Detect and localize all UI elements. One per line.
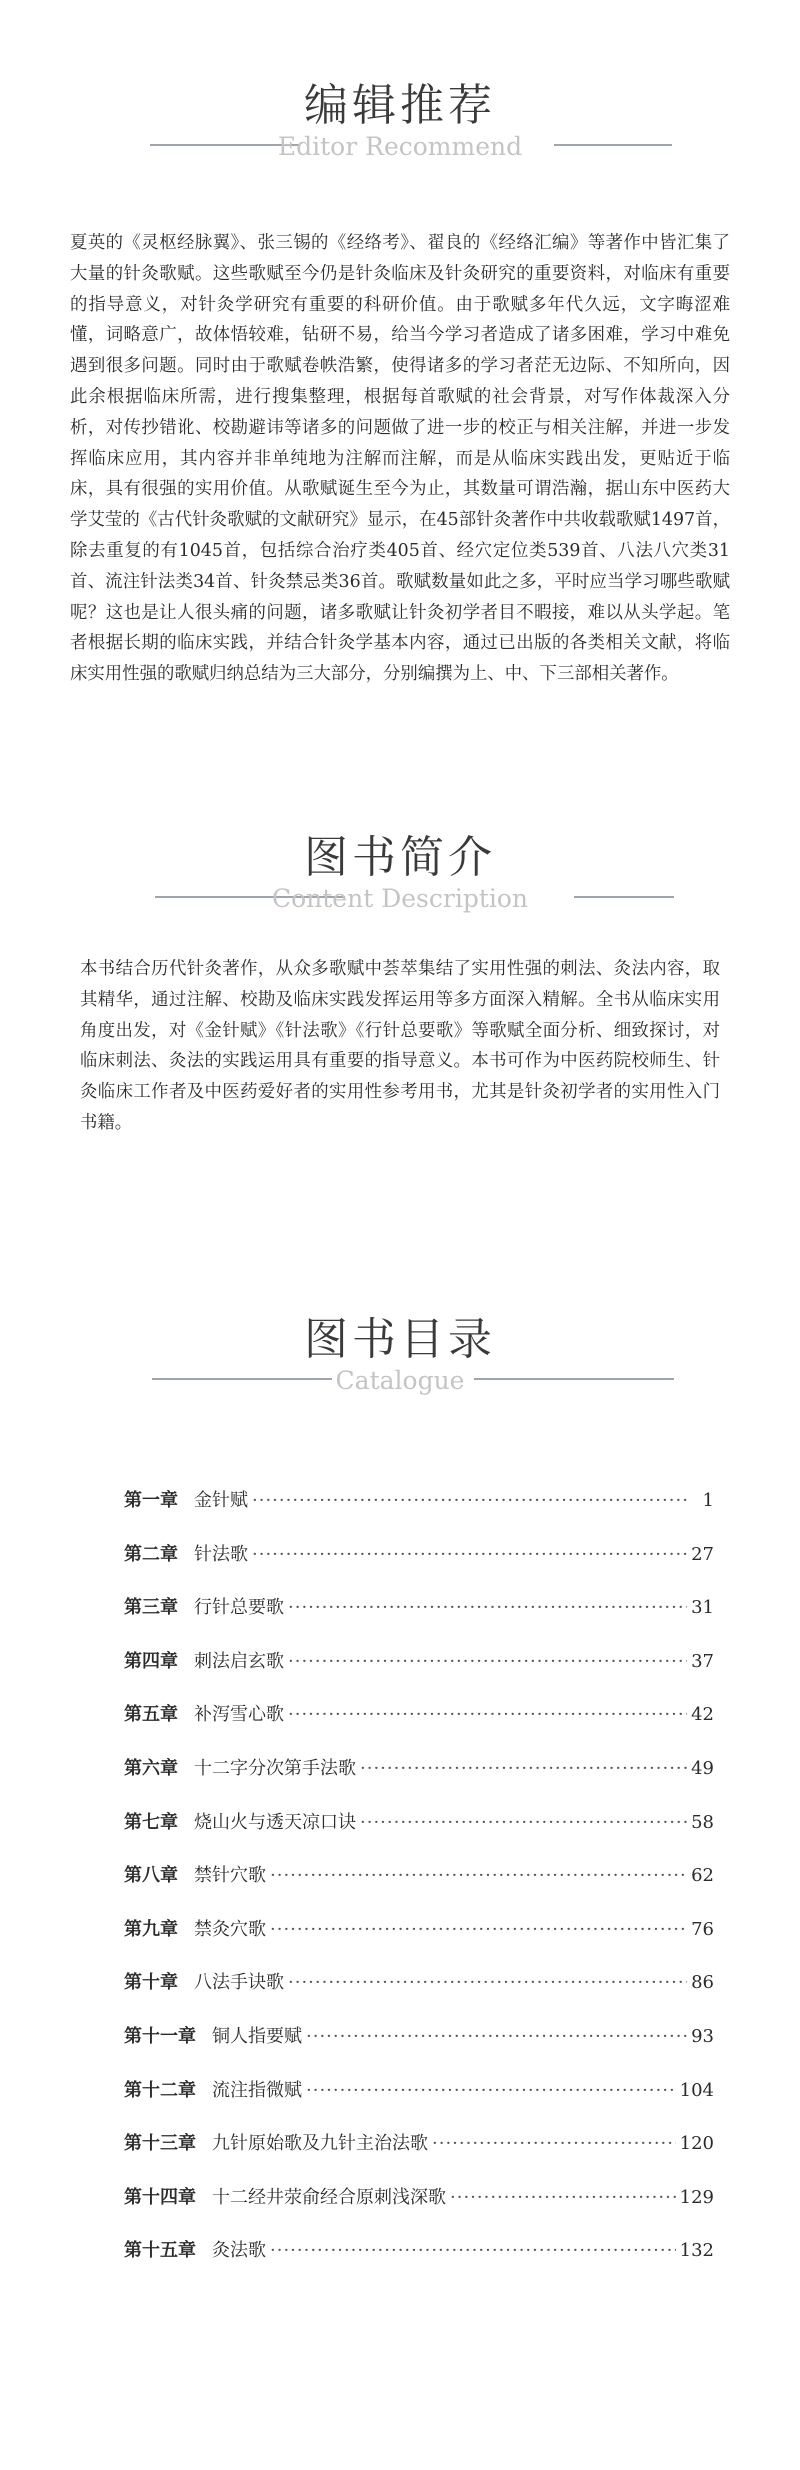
chapter-title: 刺法启玄歌: [194, 1650, 284, 1672]
chapter-number: 第十四章: [124, 2186, 196, 2208]
leader-dots: [306, 2080, 676, 2101]
toc-item: [124, 1593, 714, 1647]
chapter-page: 1: [702, 1490, 714, 1511]
leader-dots: [270, 1865, 687, 1886]
toc-item: [124, 1861, 714, 1915]
toc-item: [124, 1754, 714, 1808]
chapter-page: 49: [691, 1757, 714, 1779]
section-subtitle: Content Description: [271, 884, 529, 913]
leader-dots: [288, 1651, 687, 1672]
chapter-title: 烧山火与透天凉口诀: [194, 1811, 356, 1833]
leader-dots: [360, 1812, 687, 1833]
catalogue-header: [0, 1312, 800, 1402]
chapter-page: 58: [691, 1811, 714, 1833]
toc-item: [124, 2129, 714, 2183]
editor-recommend-header: [0, 78, 800, 168]
chapter-page: 93: [691, 2025, 714, 2047]
chapter-number: 第十一章: [124, 2025, 196, 2047]
toc-item: [124, 2022, 714, 2076]
chapter-page: 129: [679, 2186, 714, 2208]
chapter-title: 十二经井荥俞经合原刺浅深歌: [212, 2186, 446, 2208]
chapter-title: 九针原始歌及九针主治法歌: [212, 2133, 428, 2155]
leader-dots: [450, 2187, 676, 2208]
chapter-number: 第十章: [124, 1972, 178, 1994]
chapter-page: 132: [679, 2240, 714, 2262]
editor-recommend-text: 夏英的《灵枢经脉翼》、张三锡的《经络考》、翟良的《经络汇编》等著作中皆汇集了大量的针灸歌赋。这些歌赋至今仍是针灸临床及针灸研究的重要资料，对临床有重要的指导意义，对针灸学研究有重要的科研价值。由于歌赋多年代久远，文字晦涩难懂，词略意广，故体悟较难，钻研不易，给当今学习者造成了诸多困难，学习中难免遇到很多问题。同时由于歌赋卷帙浩繁，使得诸多的学习者茫无边际、不知所向，因此余根据临床所需，进行搜集整理，根据每首歌赋的社会背景，对写作体裁深入分析，对传抄错讹、校勘避讳等诸多的问题做了进一步的校正与相关注解，并进一步发挥临床应用，其内容并非单纯地为注解而注解，而是从临床实践出发，更贴近于临床，具有很强的实用价值。从歌赋诞生至今为止，其数量可谓浩瀚，据山东中医药大学艾莹的《古代针灸歌赋的文献研究》显示，在45部针灸著作中共收载歌赋1497首，除去重复的有1045首，包括综合治疗类405首、经穴定位类539首、八法八穴类31首、流注针法类34首、针灸禁忌类36首。歌赋数量如此之多，平时应当学习哪些歌赋呢？这也是让人很头痛的问题，诸多歌赋让针灸初学者目不暇接，难以从头学起。笔者根据长期的临床实践，并结合针灸学基本内容，通过已出版的各类相关文献，将临床实用性强的歌赋归纳总结为三大部分，分别编撰为上、中、下三部相关著作。: [70, 233, 730, 685]
chapter-number: 第五章: [124, 1704, 178, 1726]
toc-item: [124, 1808, 714, 1862]
chapter-page: 31: [691, 1597, 714, 1619]
chapter-number: 第十二章: [124, 2079, 196, 2101]
chapter-title: 行针总要歌: [194, 1597, 284, 1619]
chapter-title: 八法手诀歌: [194, 1972, 284, 1994]
leader-dots: [288, 1972, 687, 1993]
section-subtitle: Catalogue: [335, 1366, 465, 1395]
chapter-page: 104: [679, 2079, 714, 2101]
section-title: 图书目录: [304, 1314, 496, 1365]
leader-dots: [432, 2133, 676, 2154]
section-subtitle: Editor Recommend: [277, 132, 523, 161]
header-rule-right: [474, 1378, 674, 1380]
content-description-text: 本书结合历代针灸著作，从众多歌赋中荟萃集结了实用性强的刺法、灸法内容，取其精华，通过注解、校勘及临床实践发挥运用等多方面深入精解。全书从临床实用角度出发，对《金针赋》《针法歌》《行针总要歌》等歌赋全面分析、细致探讨，对临床刺法、灸法的实践运用具有重要的指导意义。本书可作为中医药院校师生、针灸临床工作者及中医药爱好者的实用性参考用书，尤其是针灸初学者的实用性入门书籍。: [80, 959, 720, 1133]
chapter-page: 120: [679, 2133, 714, 2155]
toc-item: [124, 1968, 714, 2022]
toc-item: [124, 1486, 714, 1540]
toc-item: [124, 1647, 714, 1701]
chapter-title: 禁针穴歌: [194, 1865, 266, 1887]
toc-item: [124, 1540, 714, 1594]
chapter-number: 第七章: [124, 1811, 178, 1833]
chapter-page: 37: [691, 1650, 714, 1672]
chapter-number: 第二章: [124, 1543, 178, 1565]
chapter-title: 针法歌: [194, 1543, 248, 1565]
leader-dots: [306, 2026, 687, 2047]
header-rule-right: [554, 144, 672, 146]
chapter-page: 42: [691, 1704, 714, 1726]
chapter-page: 27: [691, 1543, 714, 1565]
chapter-number: 第六章: [124, 1757, 178, 1779]
content-description-header: [0, 830, 800, 920]
leader-dots: [252, 1490, 690, 1511]
chapter-number: 第三章: [124, 1597, 178, 1619]
toc-item: [124, 2236, 714, 2290]
leader-dots: [270, 2240, 676, 2261]
section-title: 图书简介: [304, 832, 496, 883]
toc-item: [124, 2076, 714, 2130]
leader-dots: [288, 1597, 687, 1618]
chapter-title: 禁灸穴歌: [194, 1918, 266, 1940]
toc-item: [124, 2183, 714, 2237]
chapter-number: 第十三章: [124, 2133, 196, 2155]
catalogue-list: [124, 1486, 714, 2290]
chapter-number: 第九章: [124, 1918, 178, 1940]
chapter-number: 第一章: [124, 1490, 178, 1511]
section-title: 编辑推荐: [304, 80, 496, 131]
chapter-title: 灸法歌: [212, 2240, 266, 2262]
toc-item: [124, 1700, 714, 1754]
chapter-number: 第四章: [124, 1650, 178, 1672]
chapter-number: 第八章: [124, 1865, 178, 1887]
leader-dots: [252, 1544, 687, 1565]
leader-dots: [288, 1704, 687, 1725]
chapter-page: 62: [691, 1865, 714, 1887]
chapter-page: 76: [691, 1918, 714, 1940]
chapter-title: 金针赋: [194, 1490, 248, 1511]
chapter-page: 86: [691, 1972, 714, 1994]
chapter-number: 第十五章: [124, 2240, 196, 2262]
chapter-title: 十二字分次第手法歌: [194, 1757, 356, 1779]
toc-item: [124, 1915, 714, 1969]
chapter-title: 补泻雪心歌: [194, 1704, 284, 1726]
header-rule-right: [574, 896, 674, 898]
leader-dots: [270, 1919, 687, 1940]
chapter-title: 铜人指要赋: [212, 2025, 302, 2047]
chapter-title: 流注指微赋: [212, 2079, 302, 2101]
leader-dots: [360, 1758, 687, 1779]
